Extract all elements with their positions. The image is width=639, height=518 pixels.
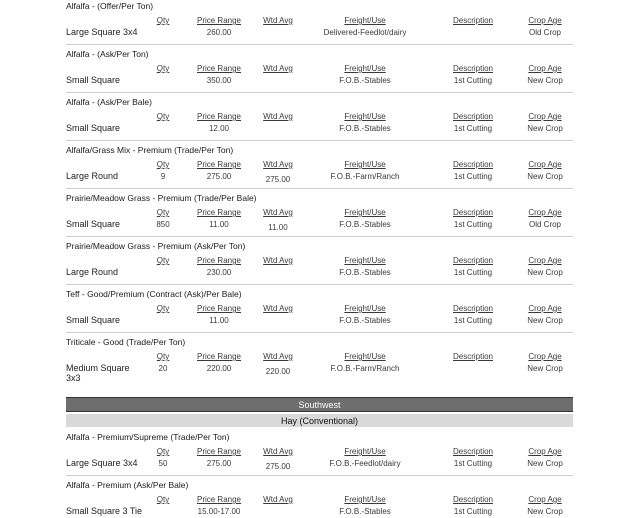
crop-age-header: Crop Age (528, 112, 562, 121)
wtd-avg-header: Wtd Avg (263, 256, 293, 265)
freight-header: Freight/Use (344, 352, 386, 361)
freight-value: F.O.B.-Feedlot/dairy (329, 459, 401, 468)
product-name: Medium Square 3x3 (66, 363, 130, 383)
row-divider (66, 236, 573, 237)
region-banner (66, 397, 573, 412)
wtd-avg-header: Wtd Avg (263, 112, 293, 121)
price-range-header: Price Range (196, 447, 242, 456)
row-divider (66, 44, 573, 45)
crop-age-value: Old Crop (528, 28, 562, 37)
crop-age-value: New Crop (527, 507, 563, 516)
price-range-value: 11.00 (209, 316, 229, 325)
qty-header: Qty (156, 304, 170, 313)
qty-header: Qty (156, 112, 170, 121)
product-name: Small Square (66, 315, 121, 325)
freight-value: F.O.B.-Stables (339, 507, 391, 516)
price-range-header: Price Range (196, 304, 242, 313)
row-divider (66, 475, 573, 476)
freight-value: F.O.B.-Stables (339, 316, 391, 325)
row-divider (66, 92, 573, 93)
listing-title: Alfalfa - (Ask/Per Bale) (66, 97, 152, 107)
price-range-value: 15.00-17.00 (197, 507, 241, 516)
description-value: 1st Cutting (453, 124, 493, 133)
listing-title: Prairie/Meadow Grass - Premium (Trade/Per Bale) (66, 193, 257, 203)
wtd-avg-header: Wtd Avg (263, 64, 293, 73)
crop-age-value: New Crop (527, 459, 563, 468)
description-header: Description (452, 112, 494, 121)
description-header: Description (452, 208, 494, 217)
wtd-avg-value: 275.00 (265, 175, 291, 184)
freight-value: F.O.B.-Stables (339, 124, 391, 133)
price-range-value: 275.00 (206, 172, 232, 181)
description-header: Description (452, 256, 494, 265)
crop-age-header: Crop Age (528, 160, 562, 169)
price-range-header: Price Range (196, 208, 242, 217)
qty-header: Qty (156, 208, 170, 217)
wtd-avg-header: Wtd Avg (263, 208, 293, 217)
crop-age-value: New Crop (527, 76, 563, 85)
wtd-avg-value: 11.00 (268, 223, 288, 232)
product-name: Large Round (66, 267, 119, 277)
qty-header: Qty (156, 160, 170, 169)
freight-value: Delivered-Feedlot/dairy (323, 28, 407, 37)
listing-title: Alfalfa - (Offer/Per Ton) (66, 1, 154, 11)
wtd-avg-value: 275.00 (265, 462, 291, 471)
qty-value: 9 (160, 172, 166, 181)
description-header: Description (452, 160, 494, 169)
crop-age-value: New Crop (527, 268, 563, 277)
crop-age-header: Crop Age (528, 16, 562, 25)
qty-value: 20 (158, 364, 168, 373)
freight-header: Freight/Use (344, 256, 386, 265)
qty-header: Qty (156, 256, 170, 265)
freight-header: Freight/Use (344, 112, 386, 121)
crop-age-value: Old Crop (528, 220, 562, 229)
description-value: 1st Cutting (453, 76, 493, 85)
price-range-value: 220.00 (206, 364, 232, 373)
freight-header: Freight/Use (344, 447, 386, 456)
freight-header: Freight/Use (344, 208, 386, 217)
listing-title: Teff - Good/Premium (Contract (Ask)/Per Bale) (66, 289, 242, 299)
freight-value: F.O.B.-Stables (339, 268, 391, 277)
description-value: 1st Cutting (453, 459, 493, 468)
crop-age-header: Crop Age (528, 256, 562, 265)
description-header: Description (452, 16, 494, 25)
description-header: Description (452, 352, 494, 361)
price-range-header: Price Range (196, 112, 242, 121)
wtd-avg-value: 220.00 (265, 367, 291, 376)
price-range-header: Price Range (196, 16, 242, 25)
price-range-value: 260.00 (206, 28, 232, 37)
price-range-value: 230.00 (206, 268, 232, 277)
price-range-header: Price Range (196, 256, 242, 265)
crop-age-header: Crop Age (528, 447, 562, 456)
listing-title: Triticale - Good (Trade/Per Ton) (66, 337, 186, 347)
freight-value: F.O.B.-Farm/Ranch (330, 364, 400, 373)
crop-age-value: New Crop (527, 172, 563, 181)
price-range-value: 12.00 (208, 124, 230, 133)
wtd-avg-header: Wtd Avg (263, 16, 293, 25)
crop-age-header: Crop Age (528, 352, 562, 361)
wtd-avg-header: Wtd Avg (263, 160, 293, 169)
crop-age-header: Crop Age (528, 304, 562, 313)
price-range-value: 350.00 (206, 76, 232, 85)
crop-age-value: New Crop (527, 124, 563, 133)
product-name: Small Square (66, 219, 121, 229)
crop-age-header: Crop Age (528, 64, 562, 73)
description-value: 1st Cutting (453, 268, 493, 277)
qty-header: Qty (156, 352, 170, 361)
crop-age-value: New Crop (527, 364, 563, 373)
wtd-avg-header: Wtd Avg (263, 352, 293, 361)
price-range-header: Price Range (196, 160, 242, 169)
freight-value: F.O.B.-Farm/Ranch (330, 172, 400, 181)
crop-age-header: Crop Age (528, 495, 562, 504)
row-divider (66, 140, 573, 141)
category-label: Hay (Conventional) (280, 415, 359, 426)
product-name: Small Square (66, 123, 121, 133)
description-header: Description (452, 495, 494, 504)
price-range-header: Price Range (196, 352, 242, 361)
qty-value: 850 (156, 220, 170, 229)
listing-title: Alfalfa/Grass Mix - Premium (Trade/Per Ton) (66, 145, 234, 155)
qty-header: Qty (156, 64, 170, 73)
description-value: 1st Cutting (453, 316, 493, 325)
row-divider (66, 284, 573, 285)
freight-header: Freight/Use (344, 495, 386, 504)
freight-value: F.O.B.-Stables (339, 76, 391, 85)
qty-value: 50 (158, 459, 168, 468)
qty-header: Qty (156, 16, 170, 25)
product-name: Large Round (66, 171, 119, 181)
listing-title: Prairie/Meadow Grass - Premium (Ask/Per Ton) (66, 241, 246, 251)
freight-header: Freight/Use (344, 64, 386, 73)
wtd-avg-header: Wtd Avg (263, 495, 293, 504)
price-range-value: 11.00 (209, 220, 229, 229)
description-value: 1st Cutting (453, 172, 493, 181)
product-name: Large Square 3x4 (66, 27, 138, 37)
wtd-avg-header: Wtd Avg (263, 304, 293, 313)
row-divider (66, 332, 573, 333)
category-banner (66, 414, 573, 427)
product-name: Small Square 3 Tie (66, 506, 143, 516)
freight-value: F.O.B.-Stables (339, 220, 391, 229)
row-divider (66, 188, 573, 189)
freight-header: Freight/Use (344, 160, 386, 169)
description-header: Description (452, 304, 494, 313)
freight-header: Freight/Use (344, 16, 386, 25)
qty-header: Qty (156, 447, 170, 456)
product-name: Small Square (66, 75, 121, 85)
description-header: Description (452, 64, 494, 73)
region-label: Southwest (298, 399, 341, 410)
listing-title: Alfalfa - (Ask/Per Ton) (66, 49, 149, 59)
description-value: 1st Cutting (453, 507, 493, 516)
listing-title: Alfalfa - Premium/Supreme (Trade/Per Ton) (66, 432, 230, 442)
listing-title: Alfalfa - Premium (Ask/Per Bale) (66, 480, 189, 490)
wtd-avg-header: Wtd Avg (263, 447, 293, 456)
description-value: 1st Cutting (453, 220, 493, 229)
crop-age-value: New Crop (527, 316, 563, 325)
price-range-header: Price Range (196, 64, 242, 73)
price-range-value: 275.00 (206, 459, 232, 468)
freight-header: Freight/Use (344, 304, 386, 313)
description-header: Description (452, 447, 494, 456)
qty-header: Qty (156, 495, 170, 504)
crop-age-header: Crop Age (528, 208, 562, 217)
price-range-header: Price Range (196, 495, 242, 504)
product-name: Large Square 3x4 (66, 458, 138, 468)
